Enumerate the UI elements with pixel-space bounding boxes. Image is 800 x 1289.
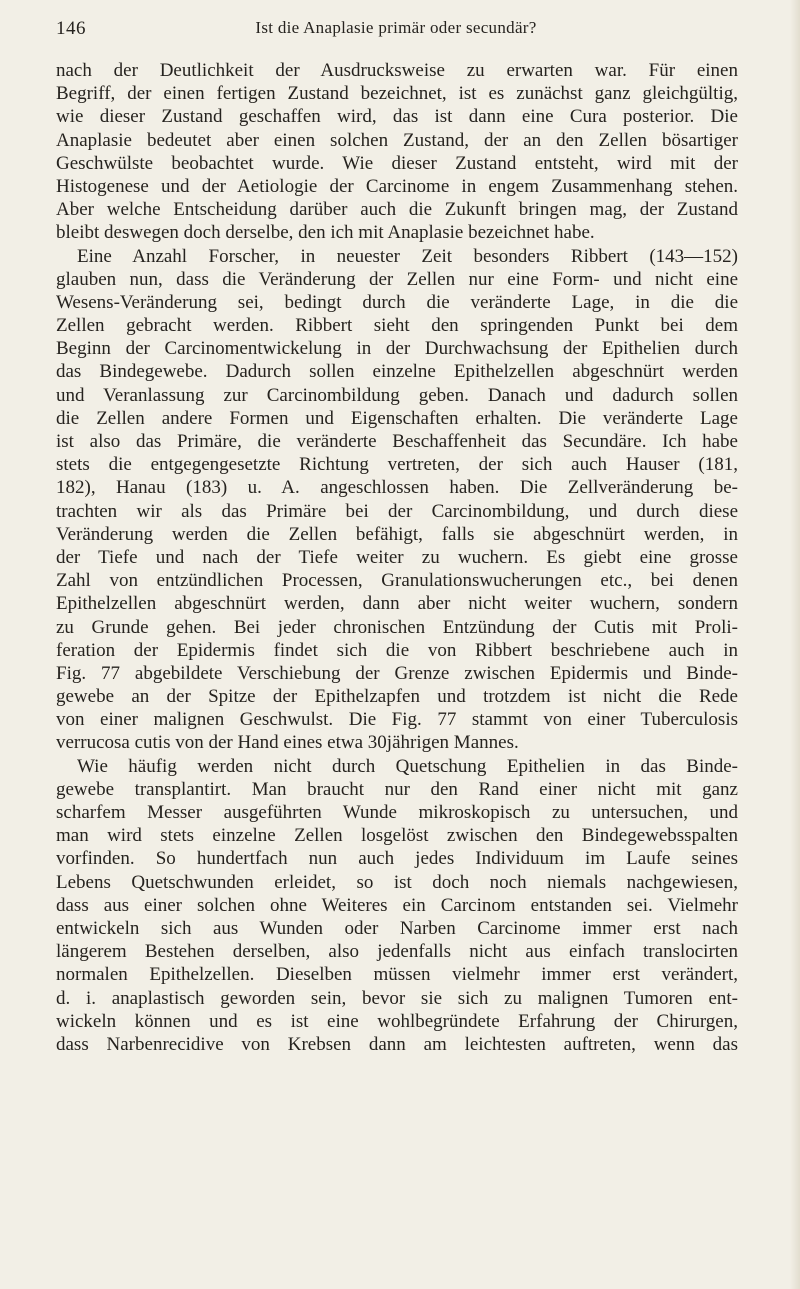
text-line: glauben nun, dass die Veränderung der Zellen nur eine Form- und nicht eine [56,268,738,290]
text-line: gewebe an der Spitze der Epithelzapfen und trotzdem ist nicht die Rede [56,686,738,708]
text-line: trachten wir als das Primäre bei der Carcinombildung, und durch diese [56,500,738,522]
text-line: man wird stets einzelne Zellen losgelöst zwischen den Bindegewebsspalten [56,825,738,847]
text-line: verrucosa cutis von der Hand eines etwa 30jährigen Mannes. [56,732,519,754]
text-line: Beginn der Carcinomentwickelung in der Durchwachsung der Epithelien durch [56,338,738,360]
text-line: stets die entgegengesetzte Richtung vertreten, der sich auch Hauser (181, [56,454,738,476]
text-line: und Veranlassung zur Carcinombildung geben. Danach und dadurch sollen [56,384,738,406]
text-line: Anaplasie bedeutet aber einen solchen Zustand, der an den Zellen bösartiger [56,129,738,151]
text-line: wickeln können und es ist eine wohlbegründete Erfahrung der Chirurgen, [56,1010,738,1032]
text-line: normalen Epithelzellen. Dieselben müssen vielmehr immer erst verändert, [56,964,738,986]
text-line: Zahl von entzündlichen Processen, Granulationswucherungen etc., bei denen [56,570,738,592]
text-line: dass aus einer solchen ohne Weiteres ein Carcinom entstanden sei. Vielmehr [56,894,738,916]
text-line: ist also das Primäre, die veränderte Beschaffenheit das Secundäre. Ich habe [56,431,738,452]
text-line: das Bindegewebe. Dadurch sollen einzelne Epithelzellen abgeschnürt werden [56,361,738,383]
text-line: Histogenese und der Aetiologie der Carcinome in engem Zusammenhang stehen. [56,175,738,197]
text-line: zu Grunde gehen. Bei jeder chronischen Entzündung der Cutis mit Proli- [56,616,738,638]
text-line: entwickeln sich aus Wunden oder Narben Carcinome immer erst nach [56,917,738,939]
text-line: vorfinden. So hundertfach nun auch jedes Individuum im Laufe seines [56,848,738,870]
running-header [56,18,736,44]
text-line: d. i. anaplastisch geworden sein, bevor sie sich zu malignen Tumoren ent- [56,987,738,1009]
text-line: Fig. 77 abgebildete Verschiebung der Grenze zwischen Epidermis und Binde- [56,662,738,684]
text-line: Wie häufig werden nicht durch Quetschung Epithelien in das Binde- [77,755,738,777]
text-line: Lebens Quetschwunden erleidet, so ist doch noch niemals nachgewiesen, [56,871,738,893]
text-line: Wesens-Veränderung sei, bedingt durch die veränderte Lage, in die die [56,291,738,313]
text-line: Zellen gebracht werden. Ribbert sieht den springenden Punkt bei dem [56,315,738,337]
text-line: Veränderung werden die Zellen befähigt, falls sie abgeschnürt werden, in [56,523,738,545]
text-line: scharfem Messer ausgeführten Wunde mikroskopisch zu untersuchen, und [56,802,738,823]
text-line: bleibt deswegen doch derselbe, den ich mit Anaplasie bezeichnet habe. [56,222,595,244]
text-line: feration der Epidermis findet sich die von Ribbert beschriebene auch in [56,639,738,661]
text-line: dass Narbenrecidive von Krebsen dann am leichtesten auftreten, wenn das [56,1033,738,1055]
text-line: wie dieser Zustand geschaffen wird, das ist dann eine Cura posterior. Die [56,106,738,128]
text-line: gewebe transplantirt. Man braucht nur den Rand einer nicht mit ganz [56,778,738,800]
text-line: von einer malignen Geschwulst. Die Fig. 77 stammt von einer Tuberculosis [56,709,738,731]
body-text [56,59,738,1056]
running-title: Ist die Anaplasie primär oder secundär? [255,18,537,37]
text-line: Begriff, der einen fertigen Zustand bezeichnet, ist es zunächst ganz gleichgültig, [56,83,738,105]
text-line: längerem Bestehen derselben, also jedenfalls nicht aus einfach translocirten [56,941,738,963]
text-line: 182), Hanau (183) u. A. angeschlossen haben. Die Zellveränderung be- [56,477,738,499]
text-line: Eine Anzahl Forscher, in neuester Zeit besonders Ribbert (143—152) [77,245,738,267]
text-line: Geschwülste beobachtet wurde. Wie dieser Zustand entsteht, wird mit der [56,152,738,174]
page-number: 146 [56,18,86,39]
text-line: die Zellen andere Formen und Eigenschaften erhalten. Die veränderte Lage [56,407,738,429]
page-edge-shadow [790,0,800,1289]
text-line: der Tiefe und nach der Tiefe weiter zu wuchern. Es giebt eine grosse [56,546,738,568]
text-line: Epithelzellen abgeschnürt werden, dann aber nicht weiter wuchern, sondern [56,593,738,615]
text-line: nach der Deutlichkeit der Ausdrucksweise zu erwarten war. Für einen [56,60,738,81]
text-line: Aber welche Entscheidung darüber auch die Zukunft bringen mag, der Zustand [56,199,738,221]
